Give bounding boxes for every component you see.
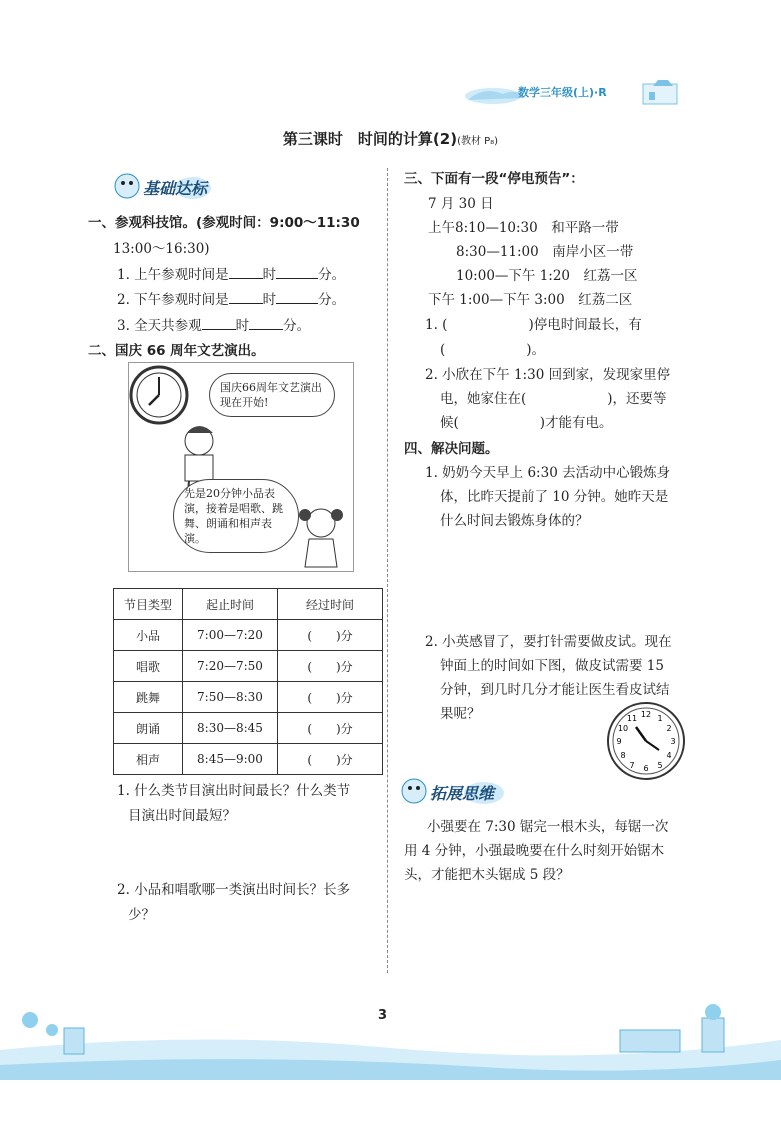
table-cell: 跳舞 bbox=[114, 682, 183, 713]
q4-sub2-line3: 分钟，到几时几分才能让医生看皮试结 bbox=[440, 682, 670, 698]
table-cell: 唱歌 bbox=[114, 651, 183, 682]
q3-heading: 三、下面有一段“停电预告”： bbox=[404, 171, 584, 187]
q4-sub2-line2: 钟面上的时间如下图，做皮试需要 15 bbox=[440, 658, 664, 674]
q2-heading: 二、国庆 66 周年文艺演出。 bbox=[88, 343, 265, 359]
table-cell[interactable]: ( )分 bbox=[278, 651, 383, 682]
table-cell: 7:50—8:30 bbox=[183, 682, 278, 713]
svg-text:3: 3 bbox=[670, 737, 676, 746]
section-tag-extend-label: 拓展思维 bbox=[430, 784, 495, 803]
table-cell: 小品 bbox=[114, 620, 183, 651]
q4-sub1-line1: 1. 奶奶今天早上 6:30 去活动中心锻炼身 bbox=[425, 465, 671, 481]
svg-text:6: 6 bbox=[643, 764, 649, 773]
q3-notice-line2: 8:30—11:00 南岸小区一带 bbox=[456, 244, 634, 260]
q1-sub1 bbox=[117, 263, 345, 283]
svg-text:8: 8 bbox=[620, 751, 626, 760]
q1-sub3-unit-h: 时 bbox=[235, 318, 250, 334]
q1-sub1-unit-h: 时 bbox=[262, 267, 277, 283]
table-row bbox=[114, 682, 383, 713]
q3-notice-line1: 上午8:10—10:30 和平路一带 bbox=[428, 220, 619, 236]
table-header-cell: 起止时间 bbox=[183, 589, 278, 620]
section-tag-label: 基础达标 bbox=[143, 179, 208, 198]
table-cell: 7:20—7:50 bbox=[183, 651, 278, 682]
q3-sub2-line2: 电，她家住在( )，还要等 bbox=[440, 391, 667, 407]
q1-sub2-unit-h: 时 bbox=[262, 292, 277, 308]
table-cell: 朗诵 bbox=[114, 713, 183, 744]
table-cell: 7:00—7:20 bbox=[183, 620, 278, 651]
svg-text:2: 2 bbox=[666, 724, 672, 733]
q1-sub3-text: 3. 全天共参观 bbox=[117, 318, 202, 334]
q1-sub1-unit-m: 分。 bbox=[318, 267, 346, 283]
table-cell[interactable]: ( )分 bbox=[278, 744, 383, 775]
table-row bbox=[114, 620, 383, 651]
program-table-wrap bbox=[113, 588, 383, 775]
program-table bbox=[113, 588, 383, 775]
q3-sub1-line2: ( )。 bbox=[440, 342, 546, 358]
ext-line1: 小强要在 7:30 锯完一根木头，每锯一次 bbox=[427, 819, 669, 835]
ext-line2: 用 4 分钟，小强最晚要在什么时刻开始锯木 bbox=[404, 843, 665, 859]
header-badge-text: 数学三年级(上)·R bbox=[518, 86, 607, 99]
q1-heading-line2: 13:00～16:30) bbox=[113, 241, 210, 257]
q2-sub1-line1: 1. 什么类节目演出时间最长？什么类节 bbox=[117, 783, 351, 799]
table-row bbox=[114, 713, 383, 744]
svg-text:1: 1 bbox=[657, 714, 663, 723]
column-divider bbox=[387, 168, 388, 973]
q1-sub2-unit-m: 分。 bbox=[318, 292, 346, 308]
svg-text:5: 5 bbox=[657, 761, 663, 770]
q1-heading: 一、参观科技馆。(参观时间：9:00～11:30 bbox=[88, 215, 360, 231]
ext-line3: 头，才能把木头锯成 5 段？ bbox=[404, 867, 570, 883]
svg-text:12: 12 bbox=[640, 710, 652, 719]
table-row bbox=[114, 744, 383, 775]
q3-sub2-line1: 2. 小欣在下午 1:30 回到家，发现家里停 bbox=[425, 367, 671, 383]
svg-text:7: 7 bbox=[629, 761, 635, 770]
q2-sub2-line1: 2. 小品和唱歌哪一类演出时间长？长多 bbox=[117, 882, 351, 898]
svg-text:11: 11 bbox=[626, 714, 638, 723]
speech-bubble-girl: 先是20分钟小品表演，接着是唱歌、跳舞、朗诵和相声表演。 bbox=[173, 479, 299, 553]
q3-sub1-line1: 1. ( )停电时间最长，有 bbox=[425, 317, 642, 333]
title-main: 第三课时 时间的计算(2) bbox=[282, 130, 458, 148]
q3-notice-line3: 10:00—下午 1:20 红荔一区 bbox=[456, 268, 638, 284]
table-cell: 8:30—8:45 bbox=[183, 713, 278, 744]
q2-sub1-line2: 目演出时间最短？ bbox=[128, 808, 236, 824]
footer-decoration bbox=[0, 990, 781, 1080]
table-row bbox=[114, 651, 383, 682]
q3-sub2-line3: 候( )才能有电。 bbox=[440, 415, 613, 431]
table-header-row bbox=[114, 589, 383, 620]
speech-bubble-host: 国庆66周年文艺演出现在开始! bbox=[209, 373, 335, 417]
svg-text:10: 10 bbox=[617, 724, 629, 733]
table-cell[interactable]: ( )分 bbox=[278, 682, 383, 713]
svg-text:4: 4 bbox=[666, 751, 672, 760]
table-header-cell: 节目类型 bbox=[114, 589, 183, 620]
q1-sub3-unit-m: 分。 bbox=[283, 318, 311, 334]
q1-sub1-text: 1. 上午参观时间是 bbox=[117, 267, 229, 283]
q4-sub1-line2: 体，比昨天提前了 10 分钟。她昨天是 bbox=[440, 489, 669, 505]
q4-heading: 四、解决问题。 bbox=[404, 441, 499, 457]
q1-sub2-text: 2. 下午参观时间是 bbox=[117, 292, 229, 308]
q1-sub2 bbox=[117, 288, 345, 308]
table-header-cell: 经过时间 bbox=[278, 589, 383, 620]
clock-icon bbox=[605, 700, 687, 786]
q4-sub2-line1: 2. 小英感冒了，要打针需要做皮试。现在 bbox=[425, 634, 672, 650]
svg-text:9: 9 bbox=[616, 737, 622, 746]
q3-date: 7 月 30 日 bbox=[428, 196, 494, 212]
table-cell: 相声 bbox=[114, 744, 183, 775]
table-cell: 8:45—9:00 bbox=[183, 744, 278, 775]
q1-sub3 bbox=[117, 314, 310, 334]
q4-sub2-line4: 果呢？ bbox=[440, 706, 481, 722]
table-cell[interactable]: ( )分 bbox=[278, 713, 383, 744]
title-ref: (教材 P₈) bbox=[457, 136, 499, 147]
page-title bbox=[0, 128, 781, 149]
page-number: 3 bbox=[378, 1008, 388, 1023]
q2-sub2-line2: 少？ bbox=[128, 907, 155, 923]
q2-illustration bbox=[128, 362, 354, 572]
q3-notice-line4: 下午 1:00—下午 3:00 红荔二区 bbox=[428, 292, 633, 308]
q4-sub1-line3: 什么时间去锻炼身体的？ bbox=[440, 513, 589, 529]
table-cell[interactable]: ( )分 bbox=[278, 620, 383, 651]
